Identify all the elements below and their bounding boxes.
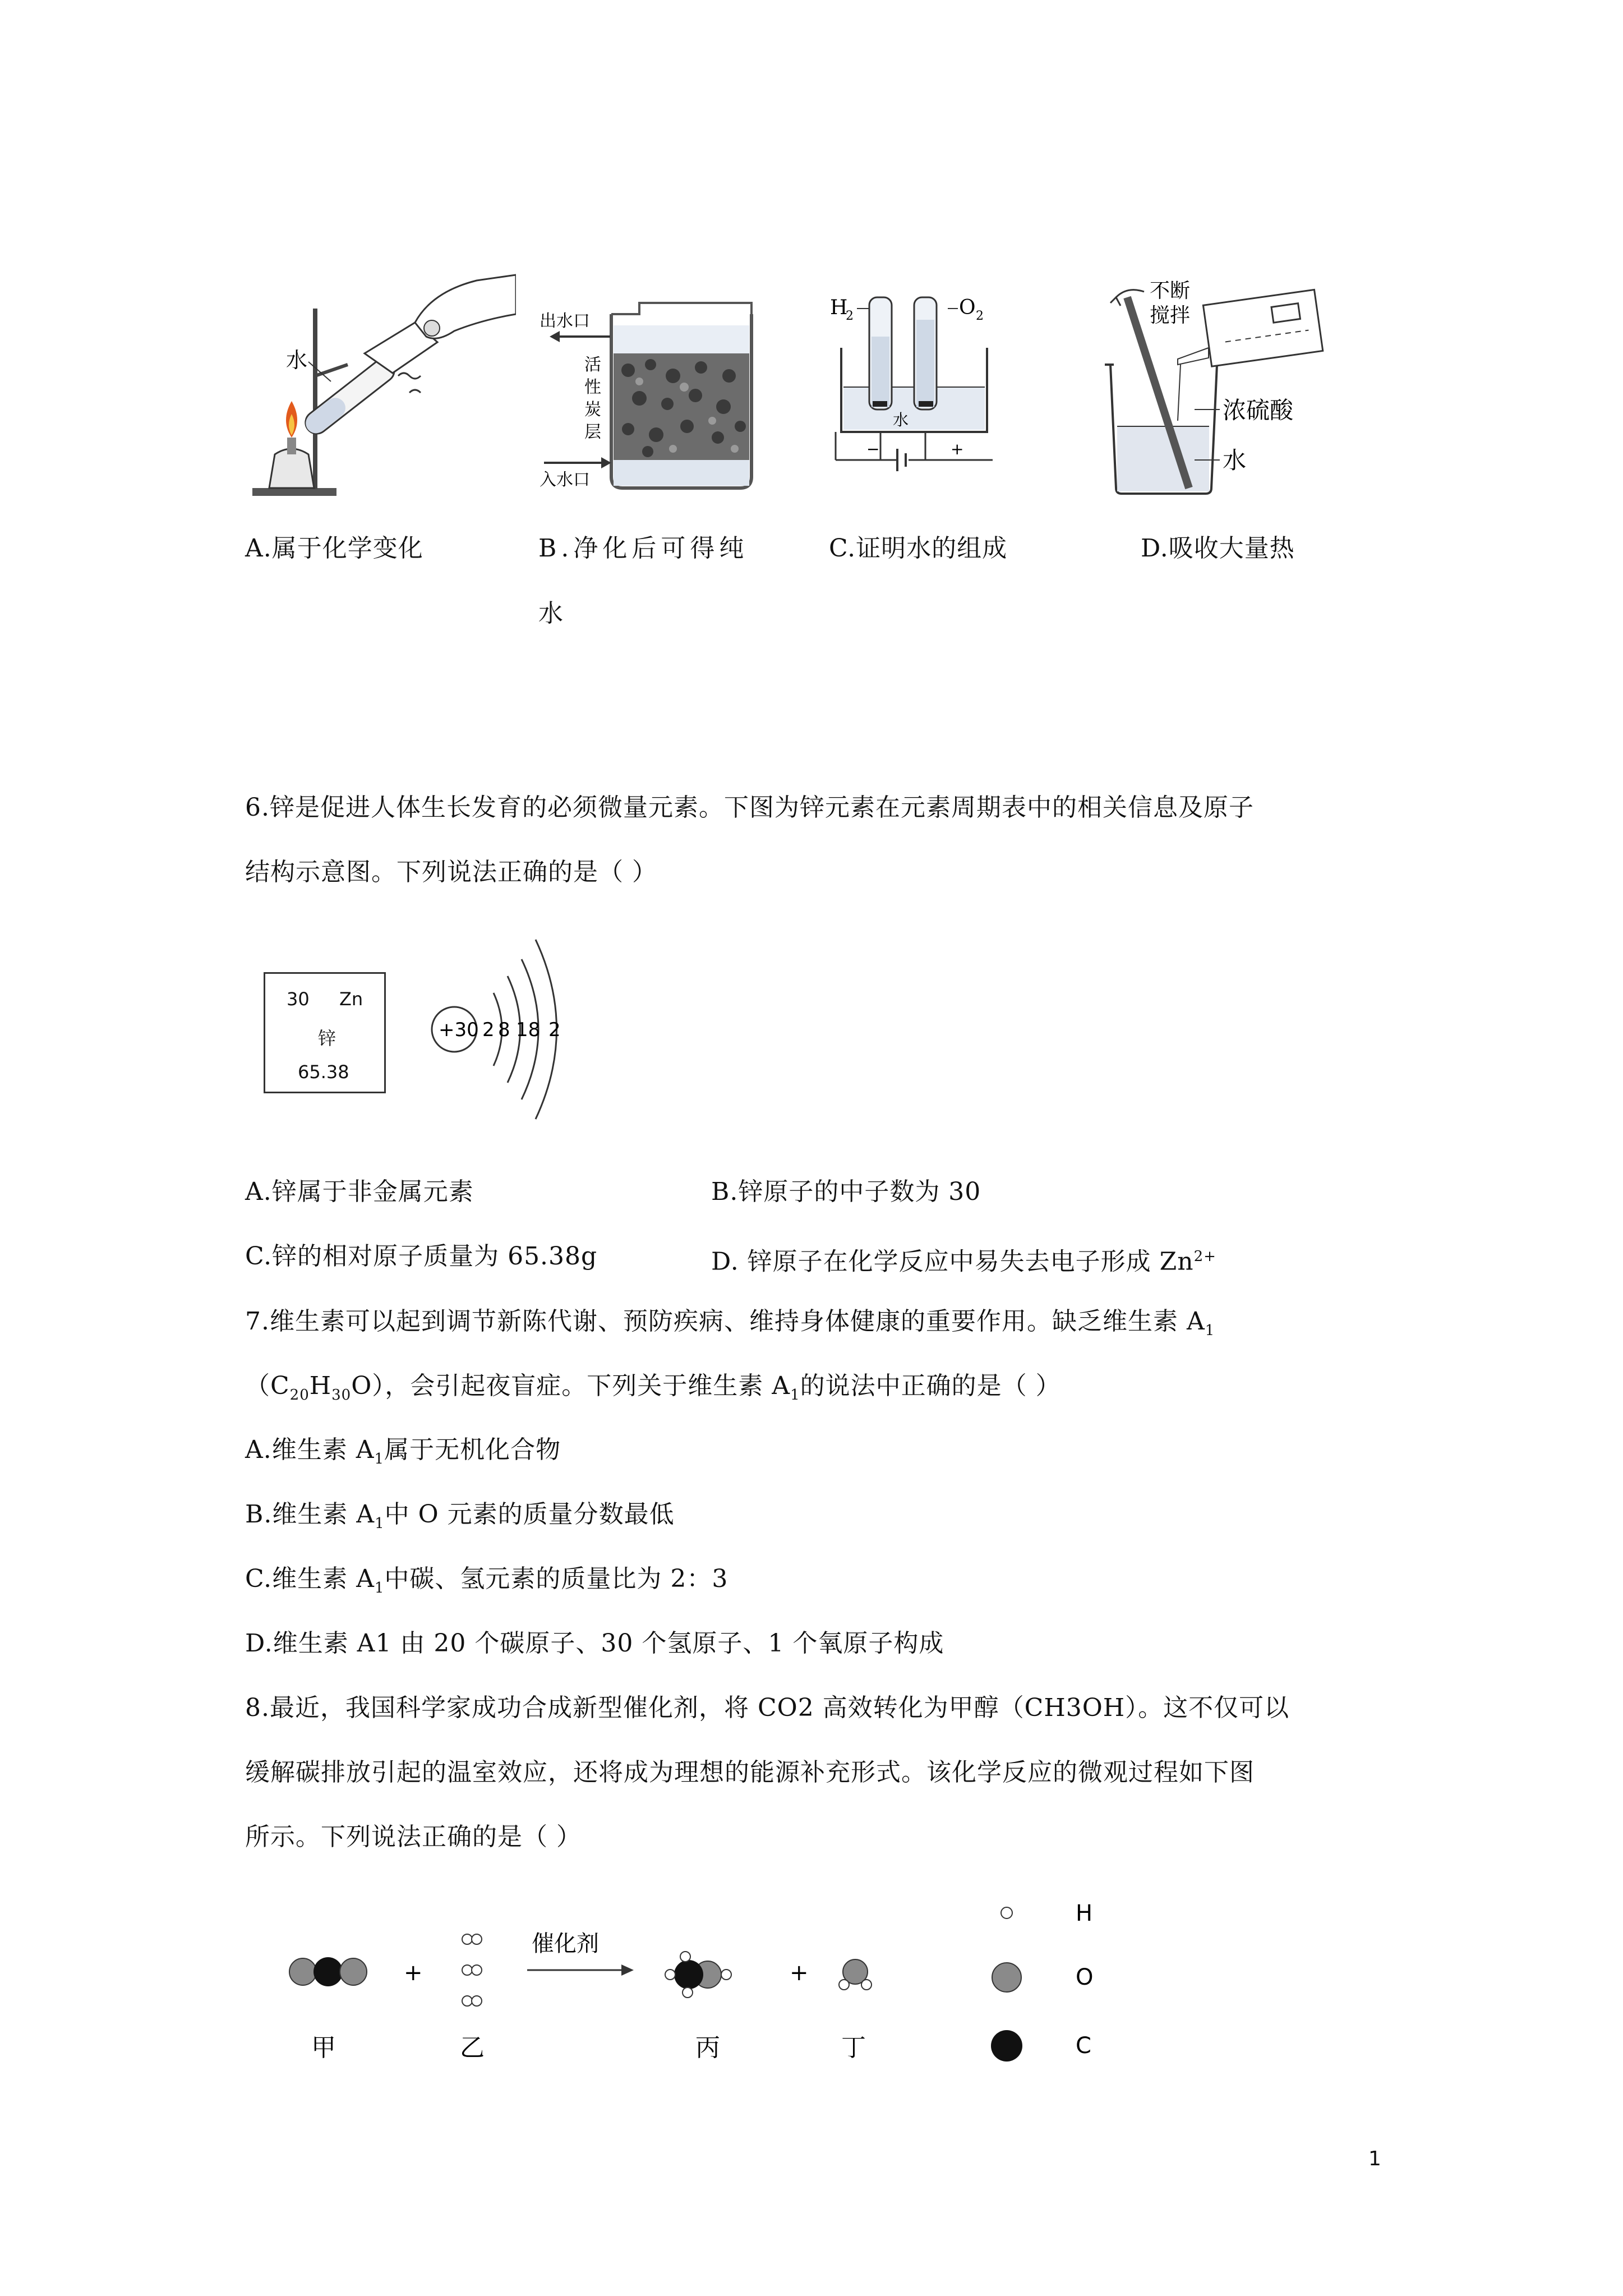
plus-sign-2: + — [790, 1960, 809, 1986]
element-symbol: Zn — [339, 988, 363, 1010]
element-mass: 65.38 — [298, 1061, 349, 1083]
legend-o: O — [1076, 1964, 1094, 1990]
legend-o-dot — [992, 1963, 1021, 1992]
label-ding: 丁 — [841, 2033, 866, 2062]
label-minus: − — [866, 440, 880, 458]
label-yi: 乙 — [460, 2033, 485, 2062]
q7-option-c: C.维生素 $A_1$中碳、氢元素的质量比为 2：3 — [245, 1565, 728, 1596]
q7-stem-line1: 7.维生素可以起到调节新陈代谢、预防疾病、维持身体健康的重要作用。缺乏维生素 $A_1$ — [245, 1307, 1215, 1339]
legend-c-dot — [991, 2030, 1022, 2062]
figure-a-heating-tube — [247, 269, 516, 505]
figure-d-acid-dilution — [1094, 275, 1363, 499]
label-o2: O — [959, 296, 976, 319]
label-inlet: 入水口 — [540, 470, 590, 490]
atom-structure-diagram — [426, 926, 594, 1133]
q5-option-b-line1: B.净化后可得纯 — [538, 534, 749, 563]
label-water: 水 — [286, 348, 308, 372]
element-card — [264, 972, 386, 1093]
q7-option-b: B.维生素 $A_1$中 O 元素的质量分数最低 — [245, 1500, 675, 1532]
molecule-yi — [462, 1934, 482, 2006]
q6-stem-line1: 6.锌是促进人体生长发育的必须微量元素。下图为锌元素在元素周期表中的相关信息及原子 — [245, 793, 1254, 822]
q8-stem-line3: 所示。下列说法正确的是（ ） — [245, 1823, 582, 1851]
q6-option-b: B.锌原子的中子数为 30 — [711, 1177, 981, 1206]
molecule-jia-o2 — [340, 1958, 367, 1985]
label-h2-sub: 2 — [846, 309, 854, 323]
figure-c-electrolysis — [824, 286, 1026, 488]
label-layer-2: 性 — [584, 378, 601, 397]
label-acid: 浓硫酸 — [1223, 397, 1294, 424]
element-number: 30 — [287, 988, 310, 1010]
q7-stem-line2: $(C_{20}H_{30}O)$，会引起夜盲症。下列关于维生素 $A_1$的说法中正确的是（ ） — [245, 1372, 1061, 1404]
q6-option-c: C.锌的相对原子质量为 65.38g — [245, 1242, 598, 1271]
legend-h: H — [1076, 1901, 1093, 1926]
q6-option-a: A.锌属于非金属元素 — [245, 1177, 474, 1206]
label-o2-sub: 2 — [976, 309, 984, 323]
label-stir-2: 搅拌 — [1150, 304, 1191, 327]
q8-stem-line1: 8.最近，我国科学家成功合成新型催化剂，将 CO2 高效转化为甲醇（CH3OH）。这不仅可以 — [245, 1694, 1290, 1722]
nucleus-charge: +30 — [439, 1019, 479, 1041]
element-name: 锌 — [318, 1028, 336, 1049]
figure-b-carbon-filter — [538, 292, 763, 494]
q7-option-d: D.维生素 A1 由 20 个碳原子、30 个氢原子、1 个氧原子构成 — [245, 1629, 944, 1658]
q5-option-c: C.证明水的组成 — [829, 534, 1008, 563]
molecule-jia-c — [313, 1957, 343, 1986]
label-outlet: 出水口 — [540, 311, 590, 331]
q5-option-a: A.属于化学变化 — [245, 534, 423, 563]
page-number: 1 — [1368, 2147, 1381, 2170]
shell-2: 8 — [498, 1019, 510, 1041]
q8-stem-line2: 缓解碳排放引起的温室效应，还将成为理想的能源补充形式。该化学反应的微观过程如下图 — [245, 1758, 1255, 1787]
q7-option-a: A.维生素 $A_1$属于无机化合物 — [245, 1435, 561, 1467]
q6-option-d: D. 锌原子在化学反应中易失去电子形成 $Zn^{2+}$ — [711, 1247, 1216, 1276]
legend-h-dot — [1001, 1907, 1012, 1918]
label-stir-1: 不断 — [1150, 279, 1191, 302]
q5-option-d: D.吸收大量热 — [1141, 534, 1295, 563]
q5-option-b-line2: 水 — [538, 599, 564, 628]
plus-sign-1: + — [404, 1960, 423, 1986]
label-layer-4: 层 — [584, 422, 601, 442]
label-d-water: 水 — [1223, 447, 1247, 474]
catalyst-label: 催化剂 — [532, 1931, 599, 1957]
shell-1: 2 — [482, 1019, 495, 1041]
label-c-water: 水 — [893, 411, 909, 429]
molecule-jia-o1 — [289, 1958, 316, 1985]
label-layer-3: 炭 — [584, 400, 601, 420]
label-h2: H — [830, 296, 848, 319]
label-bing: 丙 — [695, 2033, 720, 2062]
label-jia: 甲 — [311, 2033, 336, 2062]
label-layer-1: 活 — [584, 355, 601, 375]
reaction-diagram — [280, 1890, 1178, 2081]
shell-4: 2 — [548, 1019, 561, 1041]
label-plus: + — [951, 440, 964, 458]
shell-3: 18 — [516, 1019, 541, 1041]
q6-stem-line2: 结构示意图。下列说法正确的是（ ） — [245, 858, 657, 886]
legend-c: C — [1076, 2033, 1091, 2059]
